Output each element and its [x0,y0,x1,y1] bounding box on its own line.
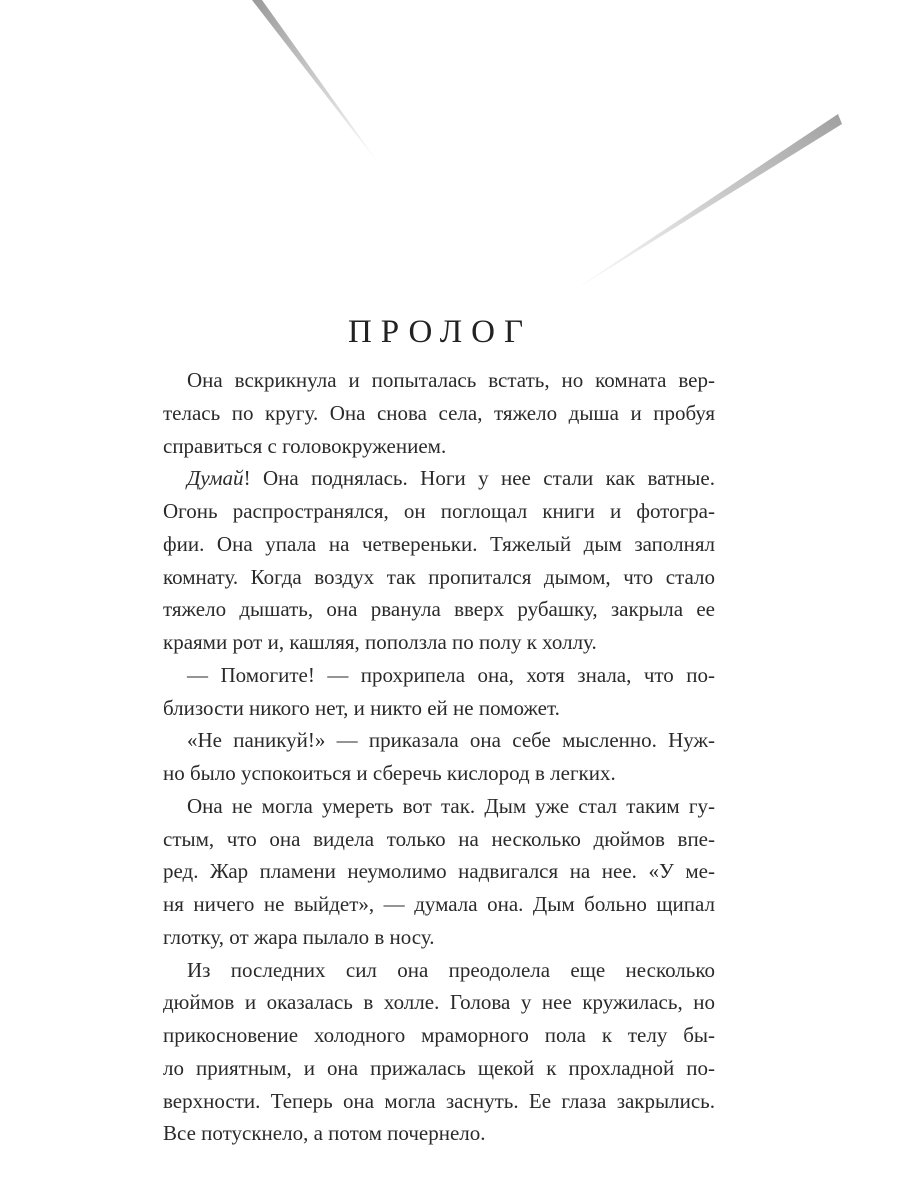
text-line [163,528,715,561]
line-text: Она не могла умереть вот так. Дым уже стал таким гу- [187,793,715,818]
line-text: близости никого нет, и никто ей не поможет. [163,695,560,720]
text-line [163,659,715,692]
line-text: справиться с головокружением. [163,433,447,458]
paragraph [163,364,715,462]
text-line [163,888,715,921]
text-line [163,823,715,856]
text-line [163,1052,715,1085]
decorative-light-streaks [0,0,900,320]
italic-emphasis: Думай [187,466,244,491]
text-line [163,495,715,528]
line-text: «Не паникуй!» — приказала она себе мысленно. Нуж- [187,728,715,753]
line-text: телась по кругу. Она снова села, тяжело дыша и пробуя [163,400,715,425]
light-streak-left [252,0,382,168]
text-line [163,954,715,987]
text-line [163,986,715,1019]
text-line [163,921,715,954]
line-text: Огонь распространялся, он поглощал книги и фотогра- [163,499,715,523]
text-line [163,430,715,463]
paragraph [163,659,715,725]
text-line [163,855,715,888]
line-text: комнату. Когда воздух так пропитался дымом, что стало [163,564,715,589]
line-text: ! Она поднялась. Ноги у нее стали как ватные. [243,466,715,491]
text-line [163,626,715,659]
line-text: прикосновение холодного мраморного пола к телу бы- [163,1023,715,1047]
line-text: стым, что она видела только на несколько дюймов впе- [163,826,715,851]
paragraph [163,954,715,1151]
line-text: ло приятным, и она прижалась щекой к прохладной по- [163,1055,715,1080]
line-text: ред. Жар пламени неумолимо надвигался на нее. «У ме- [163,859,715,884]
text-line [163,724,715,757]
line-text: ня ничего не выйдет», — думала она. Дым больно щипал [163,892,715,916]
line-text: Все потускнело, а потом почернело. [163,1121,486,1146]
line-text: Она вскрикнула и попыталась встать, но комната вер- [187,368,715,392]
chapter-body [163,364,715,1150]
text-line [163,593,715,626]
line-text: но было успокоиться и сберечь кислород в легких. [163,761,616,785]
text-line [163,790,715,823]
text-line [163,692,715,725]
text-line [163,364,715,397]
text-line [163,1019,715,1052]
paragraph [163,790,715,954]
paragraph [163,462,715,659]
line-text: дюймов и оказалась в холле. Голова у нее кружилась, но [163,990,715,1015]
paragraph [163,724,715,790]
text-line [163,462,715,495]
light-streak-right [568,114,842,294]
text-line [163,397,715,430]
text-line [163,757,715,790]
text-line [163,561,715,594]
line-text: верхности. Теперь она могла заснуть. Ее глаза закрылись. [163,1088,715,1113]
text-line [163,1117,715,1150]
line-text: — Помогите! — прохрипела она, хотя знала, что по- [187,662,715,687]
chapter-title: ПРОЛОГ [347,314,533,351]
line-text: краями рот и, кашляя, поползла по полу к холлу. [163,630,597,654]
line-text: фии. Она упала на четвереньки. Тяжелый дым заполнял [163,531,715,556]
line-text: тяжело дышать, она рванула вверх рубашку, закрыла ее [163,597,715,622]
text-line [163,1085,715,1118]
line-text: Из последних сил она преодолела еще несколько [187,957,715,982]
line-text: глотку, от жара пылало в носу. [163,924,435,949]
